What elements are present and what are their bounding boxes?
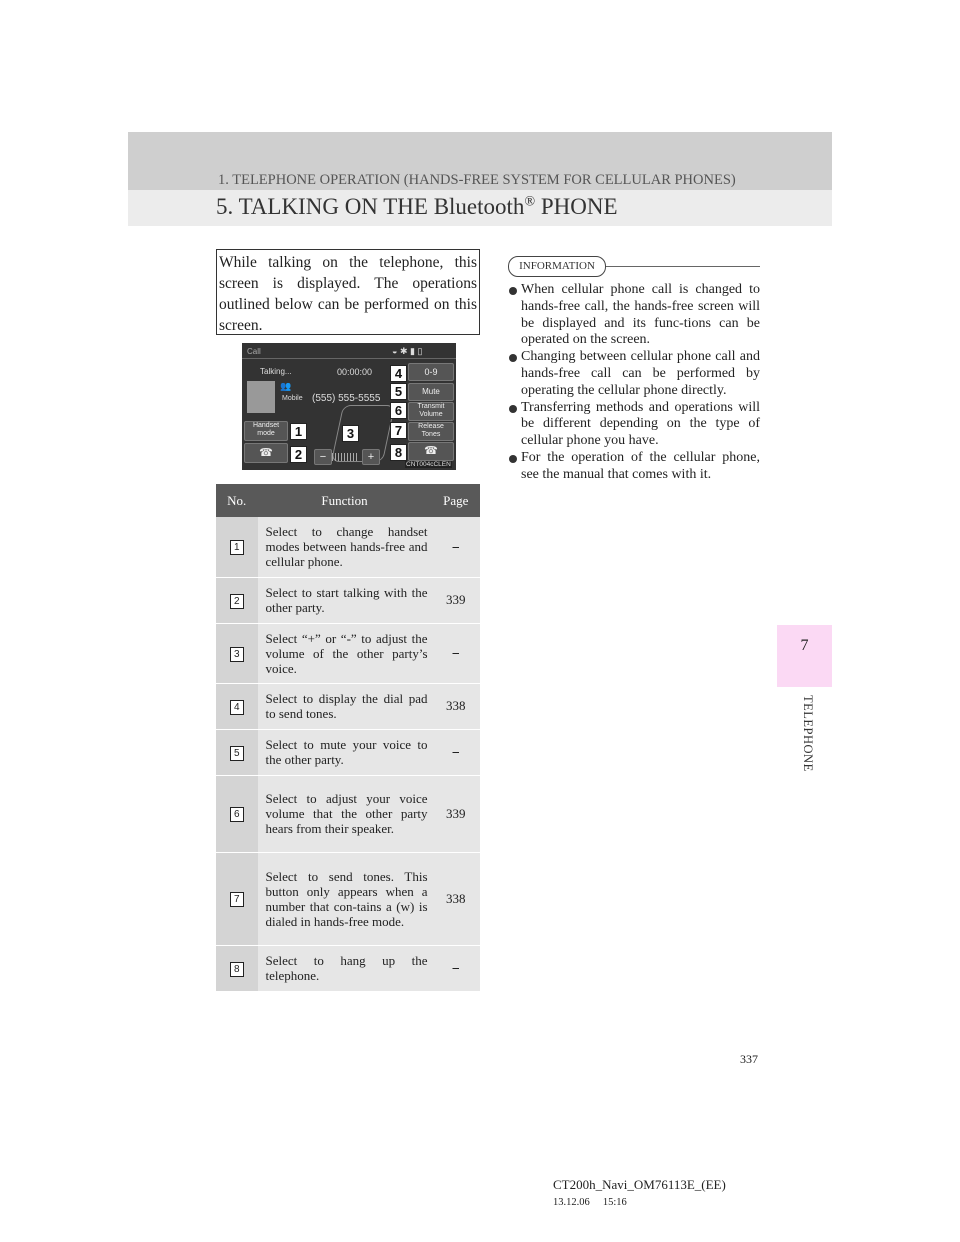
table-row — [216, 775, 480, 852]
row-number: 1 — [230, 540, 244, 555]
row-number-cell — [216, 577, 258, 623]
volume-down-button[interactable] — [314, 449, 332, 465]
function-table — [216, 484, 480, 992]
row-number-cell — [216, 517, 258, 577]
call-timer: 00:00:00 — [337, 367, 373, 377]
title-suffix: PHONE — [535, 194, 618, 219]
table-row — [216, 623, 480, 683]
table-row — [216, 852, 480, 945]
information-list — [508, 282, 760, 484]
badge-7: 7 — [390, 422, 407, 439]
row-function: Select to send tones. This button only appears when a number that con-tains a (w) is dialed in hands-free mode. — [258, 852, 432, 945]
row-function: Select to adjust your voice volume that the other party hears from their speaker. — [258, 775, 432, 852]
row-function: Select to change handset modes between hands-free and cellular phone. — [258, 517, 432, 577]
badge-5: 5 — [390, 383, 407, 400]
wifi-icon: ◒ — [392, 346, 398, 356]
screen-divider — [242, 358, 456, 359]
row-number-cell — [216, 852, 258, 945]
contact-icon: 👥 — [280, 381, 292, 391]
row-number: 2 — [230, 594, 244, 609]
badge-3: 3 — [342, 425, 359, 442]
badge-8: 8 — [390, 444, 407, 461]
row-page: ⎯ — [432, 517, 480, 577]
signal-icon: ▮ — [410, 346, 415, 356]
row-number-cell — [216, 683, 258, 729]
row-function: Select to start talking with the other party. — [258, 577, 432, 623]
screen-title: Call — [247, 347, 261, 356]
row-function: Select “+” or “-” to adjust the volume of the other party’s voice. — [258, 623, 432, 683]
call-screen-illustration — [242, 343, 456, 470]
chapter-label: TELEPHONE — [801, 695, 815, 772]
minus-label: − — [319, 451, 327, 463]
information-label: INFORMATION — [508, 256, 606, 277]
intro-text: While talking on the telephone, this screen is displayed. The operations outlined below can be performed on this screen. — [219, 254, 477, 334]
mute-button[interactable] — [408, 383, 454, 401]
page-title — [216, 194, 618, 220]
section-header: 1. TELEPHONE OPERATION (HANDS-FREE SYSTEM FOR CELLULAR PHONES) — [218, 172, 736, 188]
information-item: Transferring methods and operations will be different depending on the type of cellular phone you have. — [508, 400, 760, 450]
badge-1: 1 — [290, 423, 307, 440]
bluetooth-icon: ✱ — [399, 346, 408, 356]
chapter-tab — [777, 625, 832, 687]
transmit-volume-button[interactable] — [408, 402, 454, 421]
row-page: ⎯ — [432, 623, 480, 683]
table-row — [216, 577, 480, 623]
release-tones-button[interactable] — [408, 422, 454, 441]
header-page: Page — [432, 484, 480, 517]
phone-icon: ☎ — [259, 447, 273, 459]
table-header-row — [216, 484, 480, 517]
row-page: ⎯ — [432, 945, 480, 991]
intro-box — [216, 249, 480, 335]
badge-6: 6 — [390, 402, 407, 419]
row-page: 339 — [432, 577, 480, 623]
row-number: 7 — [230, 892, 244, 907]
footer-timestamp: 13.12.06 15:16 — [553, 1197, 627, 1208]
image-caption: CNT004cCLEN — [406, 461, 451, 468]
row-number: 3 — [230, 647, 244, 662]
information-item: Changing between cellular phone call and hands-free call can be performed by operating the cellular phone directly. — [508, 349, 760, 399]
phone-number: (555) 555-5555 — [312, 393, 381, 404]
row-number-cell — [216, 945, 258, 991]
mute-label: Mute — [422, 387, 440, 396]
registered-mark: ® — [524, 194, 536, 210]
information-item: When cellular phone call is changed to hands-free call, the hands-free screen will be displayed and its func-tions can be operated on the screen. — [508, 282, 760, 349]
hang-up-icon: ☎ — [424, 445, 438, 457]
plus-label: + — [367, 451, 375, 463]
handset-mode-button[interactable] — [244, 421, 288, 441]
badge-2: 2 — [290, 446, 307, 463]
header-no: No. — [216, 484, 258, 517]
information-item: For the operation of the cellular phone, see the manual that comes with it. — [508, 450, 760, 484]
table-row — [216, 945, 480, 991]
title-text: 5. TALKING ON THE Bluetooth — [216, 194, 525, 219]
row-page: 338 — [432, 683, 480, 729]
row-number: 5 — [230, 746, 244, 761]
row-page: ⎯ — [432, 729, 480, 775]
row-page: 339 — [432, 775, 480, 852]
footer-doc-id: CT200h_Navi_OM76113E_(EE) — [553, 1177, 726, 1192]
table-row — [216, 683, 480, 729]
dial-label: 0-9 — [424, 367, 438, 377]
volume-up-button[interactable] — [362, 449, 380, 465]
page-number: 337 — [740, 1052, 758, 1066]
row-page: 338 — [432, 852, 480, 945]
transmit-label: Transmit Volume — [417, 403, 445, 418]
row-number-cell — [216, 775, 258, 852]
row-function: Select to mute your voice to the other party. — [258, 729, 432, 775]
row-function: Select to display the dial pad to send tones. — [258, 683, 432, 729]
row-number-cell — [216, 729, 258, 775]
battery-icon: ▯ — [417, 346, 423, 356]
phone-type: Mobile — [282, 395, 303, 402]
row-number: 4 — [230, 700, 244, 715]
hang-up-button[interactable] — [408, 442, 454, 461]
header-function: Function — [258, 484, 432, 517]
start-talking-button[interactable] — [244, 443, 288, 463]
contact-avatar — [247, 381, 275, 413]
status-icons — [392, 346, 422, 357]
badge-4: 4 — [390, 365, 407, 382]
row-number: 8 — [230, 962, 244, 977]
call-status: Talking... — [260, 367, 292, 376]
chapter-number: 7 — [800, 637, 809, 654]
table-row — [216, 729, 480, 775]
row-function: Select to hang up the telephone. — [258, 945, 432, 991]
row-number-cell — [216, 623, 258, 683]
dial-pad-button[interactable] — [408, 363, 454, 381]
volume-meter — [332, 453, 358, 461]
table-row — [216, 517, 480, 577]
handset-label: Handset mode — [252, 422, 280, 437]
release-label: Release Tones — [418, 423, 444, 438]
row-number: 6 — [230, 807, 244, 822]
